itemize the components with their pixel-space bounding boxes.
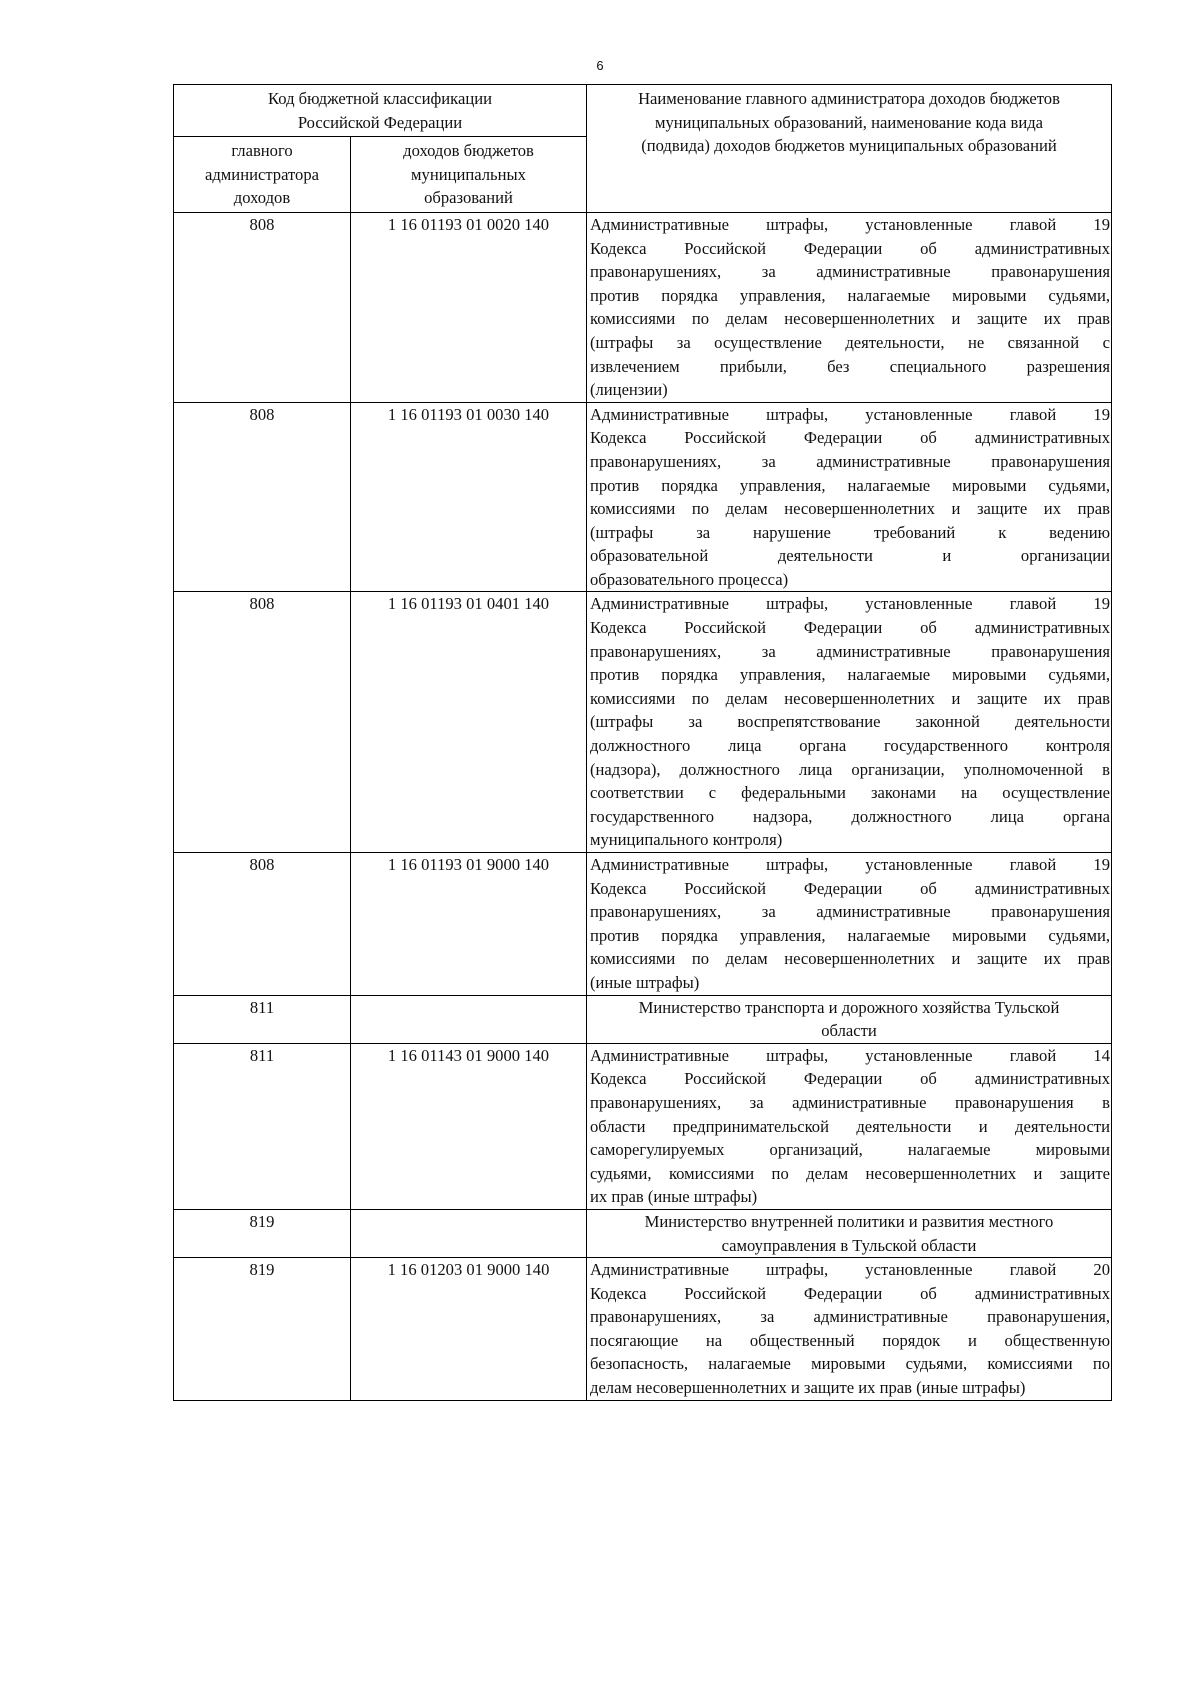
header-income-line-2: муниципальных [411,164,526,184]
description-line: против порядка управления, налагаемые мировыми судьями, [590,285,1110,305]
table-row [174,1258,1112,1401]
income-code-cell [351,1209,587,1257]
description-line: (штрафы за осуществление деятельности, не связанной с [590,332,1110,352]
income-description-cell [587,402,1112,592]
description-line: (лицензии) [590,380,668,400]
income-code-cell: 1 16 01193 01 9000 140 [351,853,587,996]
table-row [174,212,1112,402]
description-line: (надзора), должностного лица организации, уполномоченной в [590,759,1110,779]
admin-code-cell: 819 [174,1258,351,1401]
description-line: саморегулируемых организаций, налагаемые мировыми [590,1140,1110,1160]
description-line: (иные штрафы) [590,972,700,992]
income-code-cell: 1 16 01193 01 0020 140 [351,212,587,402]
table-row [174,853,1112,996]
description-line: (штрафы за воспрепятствование законной деятельности [590,712,1110,732]
page-number: 6 [596,58,604,73]
table-row-administrator [174,1209,1112,1257]
description-line: правонарушениях, за административные правонарушения [590,641,1110,661]
header-group-line-2: Российской Федерации [297,112,463,132]
income-description-cell [587,592,1112,853]
header-admin-line-2: администратора [205,164,319,184]
description-line: извлечением прибыли, без специального разрешения [590,356,1110,376]
header-admin-column [174,137,351,213]
description-line: Административные штрафы, установленные главой 20 [590,1260,1110,1280]
description-line: области [821,1021,877,1041]
description-line: Кодекса Российской Федерации об административных [590,1069,1110,1089]
description-line: Кодекса Российской Федерации об административных [590,618,1110,638]
header-name-line-3: (подвида) доходов бюджетов муниципальных образований [641,136,1057,156]
table-row [174,592,1112,853]
table-row-administrator [174,995,1112,1043]
description-line: Кодекса Российской Федерации об административных [590,878,1110,898]
description-line: Административные штрафы, установленные главой 19 [590,404,1110,424]
admin-code-cell: 811 [174,1043,351,1209]
description-line: Кодекса Российской Федерации об административных [590,428,1110,448]
header-admin-line-3: доходов [233,188,291,208]
admin-code-cell: 808 [174,853,351,996]
description-line: Министерство внутренней политики и развития местного [644,1211,1054,1231]
description-line: посягающие на общественный порядок и общественную [590,1330,1110,1350]
description-line: образовательного процесса) [590,569,789,589]
table-row [174,1043,1112,1209]
header-income-line-3: образований [424,188,513,208]
description-line: против порядка управления, налагаемые мировыми судьями, [590,665,1110,685]
admin-code-cell: 819 [174,1209,351,1257]
description-line: области предпринимательской деятельности и деятельности [590,1116,1110,1136]
description-line: образовательной деятельности и организации [590,546,1110,566]
description-line: должностного лица органа государственного контроля [590,736,1110,756]
description-line: Министерство транспорта и дорожного хозяйства Тульской [638,997,1060,1017]
income-code-cell: 1 16 01143 01 9000 140 [351,1043,587,1209]
description-line: против порядка управления, налагаемые мировыми судьями, [590,475,1110,495]
administrator-name-cell [587,1209,1112,1257]
header-group-line-1: Код бюджетной классификации [268,89,492,108]
income-description-cell [587,853,1112,996]
description-line: безопасность, налагаемые мировыми судьями, комиссиями по [590,1354,1110,1374]
description-line: Административные штрафы, установленные главой 19 [590,855,1110,874]
admin-code-cell: 808 [174,212,351,402]
admin-code-cell: 811 [174,995,351,1043]
income-description-cell [587,212,1112,402]
description-line: Административные штрафы, установленные главой 14 [590,1045,1110,1065]
header-name-column [587,85,1112,213]
income-description-cell [587,1043,1112,1209]
description-line: (штрафы за нарушение требований к ведению [590,522,1110,542]
description-line: правонарушениях, за административные правонарушения, [590,1307,1110,1327]
description-line: делам несовершеннолетних и защите их прав (иные штрафы) [590,1378,1026,1398]
description-line: Кодекса Российской Федерации об административных [590,238,1110,258]
header-name-line-2: муниципальных образований, наименование кода вида [654,112,1044,132]
income-code-cell: 1 16 01193 01 0030 140 [351,402,587,592]
description-line: правонарушениях, за административные правонарушения в [590,1092,1110,1112]
description-line: комиссиями по делам несовершеннолетних и защите их прав [590,309,1110,329]
admin-code-cell: 808 [174,402,351,592]
header-admin-line-1: главного [231,141,293,161]
description-line: комиссиями по делам несовершеннолетних и защите их прав [590,949,1110,969]
description-line: муниципального контроля) [590,830,783,850]
income-code-cell: 1 16 01203 01 9000 140 [351,1258,587,1401]
header-income-column [351,137,587,213]
description-line: самоуправления в Тульской области [721,1235,977,1255]
description-line: правонарушениях, за административные правонарушения [590,902,1110,922]
admin-code-cell: 808 [174,592,351,853]
description-line: комиссиями по делам несовершеннолетних и защите их прав [590,688,1110,708]
header-income-line-1: доходов бюджетов [403,141,534,161]
description-line: правонарушениях, за административные правонарушения [590,451,1110,471]
description-line: против порядка управления, налагаемые мировыми судьями, [590,925,1110,945]
description-line: Административные штрафы, установленные главой 19 [590,594,1110,614]
administrator-name-cell [587,995,1112,1043]
description-line: Кодекса Российской Федерации об административных [590,1283,1110,1303]
description-line: государственного надзора, должностного лица органа [590,806,1110,826]
description-line: комиссиями по делам несовершеннолетних и защите их прав [590,499,1110,519]
description-line: Административные штрафы, установленные главой 19 [590,214,1110,234]
header-row-1 [174,85,1112,137]
table-row [174,402,1112,592]
income-code-cell [351,995,587,1043]
description-line: судьями, комиссиями по делам несовершеннолетних и защите [590,1163,1110,1183]
income-code-cell: 1 16 01193 01 0401 140 [351,592,587,853]
header-name-line-1: Наименование главного администратора доходов бюджетов [638,89,1060,108]
budget-classification-table [173,84,1112,1401]
income-description-cell [587,1258,1112,1401]
description-line: их прав (иные штрафы) [590,1187,758,1207]
description-line: правонарушениях, за административные правонарушения [590,262,1110,282]
header-group-classification-code [174,85,587,137]
description-line: соответствии с федеральными законами на осуществление [590,783,1110,803]
